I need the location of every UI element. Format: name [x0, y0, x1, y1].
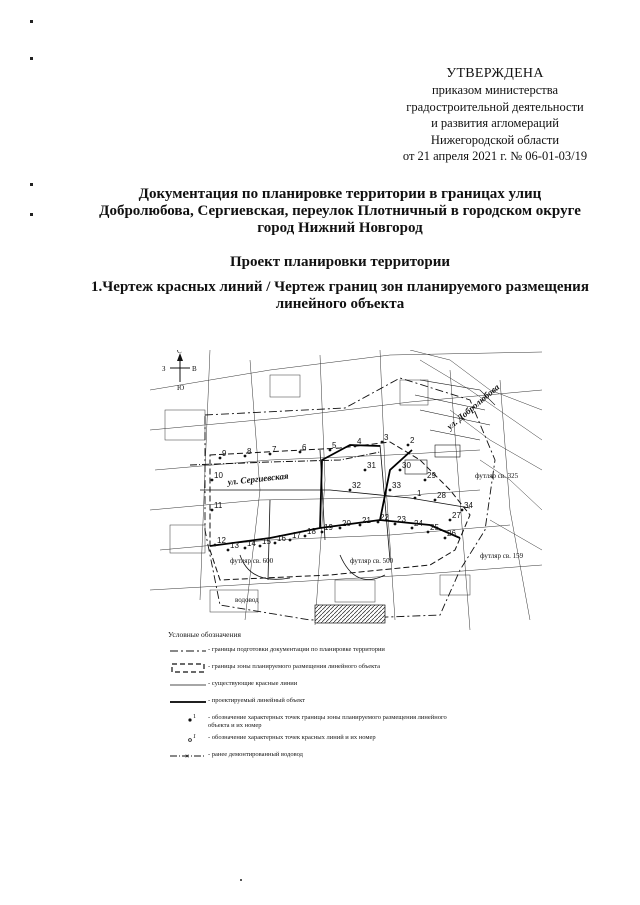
characteristic-point-number: 12 — [217, 536, 226, 545]
case-label: футляр св. 500 — [350, 557, 394, 565]
margin-mark — [30, 183, 33, 186]
street-label-sergievskaya: ул. Сергиевская — [227, 470, 289, 487]
drawing-title — [60, 279, 620, 313]
characteristic-point-number: 34 — [464, 501, 473, 510]
zone-point-number: 1 — [193, 714, 196, 720]
approval-line: и развития агломераций — [431, 116, 559, 131]
characteristic-point — [427, 531, 430, 534]
characteristic-point — [299, 451, 302, 454]
title-line: город Нижний Новгород — [257, 220, 423, 236]
planning-boundary-symbol — [170, 646, 206, 656]
characteristic-point — [444, 537, 447, 540]
characteristic-point-number: 2 — [410, 436, 415, 445]
hatched-area — [315, 605, 385, 623]
characteristic-point — [389, 489, 392, 492]
characteristic-point — [424, 479, 427, 482]
approval-line: от 21 апреля 2021 г. № 06-01-03/19 — [402, 149, 588, 164]
compass-east: В — [192, 365, 197, 373]
characteristic-point — [244, 547, 247, 550]
approval-stamp — [380, 66, 610, 164]
characteristic-point-number: 14 — [247, 539, 256, 548]
characteristic-point — [414, 497, 417, 500]
title-line: Добролюбова, Сергиевская, переулок Плотничный в городском округе — [99, 203, 581, 219]
characteristic-point-number: 30 — [402, 461, 411, 470]
characteristic-point — [349, 489, 352, 492]
characteristic-point-number: 15 — [262, 537, 271, 546]
characteristic-point — [219, 457, 222, 460]
characteristic-point — [364, 469, 367, 472]
drawing-title-line: 1.Чертеж красных линий / Чертеж границ зон планируемого размещения — [91, 279, 589, 295]
characteristic-point — [259, 545, 262, 548]
dismantled-pipeline — [190, 452, 380, 465]
compass-north: С — [177, 350, 182, 355]
characteristic-point — [399, 469, 402, 472]
approval-line: Нижегородской области — [430, 132, 560, 147]
characteristic-point-number: 29 — [427, 471, 436, 480]
planning-boundary — [205, 378, 495, 620]
characteristic-point-number: 24 — [414, 519, 423, 528]
linear-object-symbol — [170, 697, 206, 707]
legend-item-dismantled-pipe — [170, 748, 470, 765]
characteristic-point — [269, 453, 272, 456]
characteristic-point — [274, 542, 277, 545]
characteristic-point-number: 10 — [214, 471, 223, 480]
approval-line: приказом министерства — [431, 83, 559, 98]
characteristic-point — [227, 549, 230, 552]
approval-head: УТВЕРЖДЕНА — [446, 66, 544, 81]
legend-item-zone-points — [170, 711, 470, 731]
characteristic-point — [359, 524, 362, 527]
characteristic-point — [354, 445, 357, 448]
characteristic-point-number: 7 — [272, 445, 277, 454]
pipe-label: водовод — [235, 596, 259, 604]
legend-text: - обозначение характерных точек границы зоны планируемого размещения линейного объекта и их номер — [208, 714, 447, 729]
legend-item-placement-zone — [170, 660, 470, 677]
legend — [170, 630, 470, 765]
drawing-svg — [150, 350, 542, 635]
characteristic-point-number: 22 — [380, 513, 389, 522]
margin-mark — [30, 20, 33, 23]
characteristic-point — [449, 519, 452, 522]
drawing-title-line: линейного объекта — [275, 296, 405, 312]
cross-mark: × — [185, 753, 190, 761]
legend-title: Условные обозначения — [168, 630, 241, 639]
characteristic-point-number: 32 — [352, 481, 361, 490]
characteristic-point-number: 25 — [430, 523, 439, 532]
characteristic-point — [321, 531, 324, 534]
title-line: Документация по планировке территории в границах улиц — [138, 186, 542, 202]
case-label: футляр св. 159 — [480, 552, 524, 560]
legend-item-linear-object — [170, 694, 470, 711]
characteristic-point — [434, 499, 437, 502]
planning-drawing — [150, 350, 542, 635]
legend-item-planning-boundary — [170, 643, 470, 660]
document-subtitle: Проект планировки территории — [229, 254, 451, 270]
case-label: футляр св. 325 — [475, 472, 519, 480]
legend-item-red-line-points — [170, 731, 470, 748]
characteristic-point-number: 33 — [392, 481, 401, 490]
characteristic-point-number: 1 — [417, 489, 422, 498]
characteristic-point-number: 6 — [302, 443, 307, 452]
margin-mark — [30, 57, 33, 60]
characteristic-point-number: 3 — [384, 433, 389, 442]
approval-line: градостроительной деятельности — [406, 99, 584, 114]
document-title — [60, 186, 620, 237]
legend-text: - обозначение характерных точек красных линий и их номер — [208, 734, 376, 741]
characteristic-point-number: 16 — [277, 534, 286, 543]
characteristic-point — [377, 521, 380, 524]
characteristic-point — [214, 544, 217, 547]
compass-icon — [162, 350, 197, 392]
characteristic-point — [329, 449, 332, 452]
legend-text: - границы подготовки документации по планировке территории — [208, 646, 385, 653]
characteristic-point-number: 11 — [214, 501, 223, 510]
characteristic-point — [407, 444, 410, 447]
characteristic-point — [381, 441, 384, 444]
characteristic-point-number: 23 — [397, 515, 406, 524]
compass-west: З — [162, 365, 166, 373]
legend-item-red-lines — [170, 677, 470, 694]
characteristic-points — [211, 433, 474, 551]
footer-mark — [240, 879, 242, 881]
red-line-point-symbol — [170, 734, 206, 744]
characteristic-point — [211, 509, 214, 512]
characteristic-point-number: 21 — [362, 516, 371, 525]
characteristic-point — [339, 527, 342, 530]
characteristic-point-number: 28 — [437, 491, 446, 500]
characteristic-point-number: 5 — [332, 441, 337, 450]
characteristic-point — [304, 535, 307, 538]
characteristic-point-number: 18 — [307, 527, 316, 536]
characteristic-point-number: 13 — [230, 541, 239, 550]
margin-mark — [30, 213, 33, 216]
legend-text: - ранее демонтированный водовод — [208, 751, 303, 758]
legend-text: - границы зоны планируемого размещения линейного объекта — [208, 663, 381, 670]
case-label: футляр св. 600 — [230, 557, 274, 565]
zone-point-symbol — [170, 714, 206, 724]
characteristic-point-number: 4 — [357, 437, 362, 446]
legend-text: - проектируемый линейный объект — [208, 697, 305, 704]
characteristic-point-number: 31 — [367, 461, 376, 470]
dismantled-pipe-symbol — [170, 751, 206, 761]
compass-south: Ю — [177, 384, 185, 392]
characteristic-point — [244, 455, 247, 458]
characteristic-point-number: 19 — [324, 523, 333, 532]
street-label-dobrolyubova: ул. Добролюбова — [444, 381, 502, 432]
characteristic-point-number: 20 — [342, 519, 351, 528]
characteristic-point-number: 9 — [222, 449, 227, 458]
characteristic-point — [411, 527, 414, 530]
placement-zone-symbol — [170, 663, 206, 673]
characteristic-point — [289, 539, 292, 542]
characteristic-point-number: 17 — [292, 531, 301, 540]
red-line-point-number: 1 — [193, 734, 196, 740]
characteristic-point-number: 27 — [452, 511, 461, 520]
characteristic-point-number: 8 — [247, 447, 252, 456]
legend-text: - существующие красные линии — [208, 680, 298, 687]
red-lines-symbol — [170, 680, 206, 690]
characteristic-point-number: 26 — [447, 529, 456, 538]
characteristic-point — [461, 509, 464, 512]
characteristic-point — [394, 523, 397, 526]
characteristic-point — [211, 479, 214, 482]
